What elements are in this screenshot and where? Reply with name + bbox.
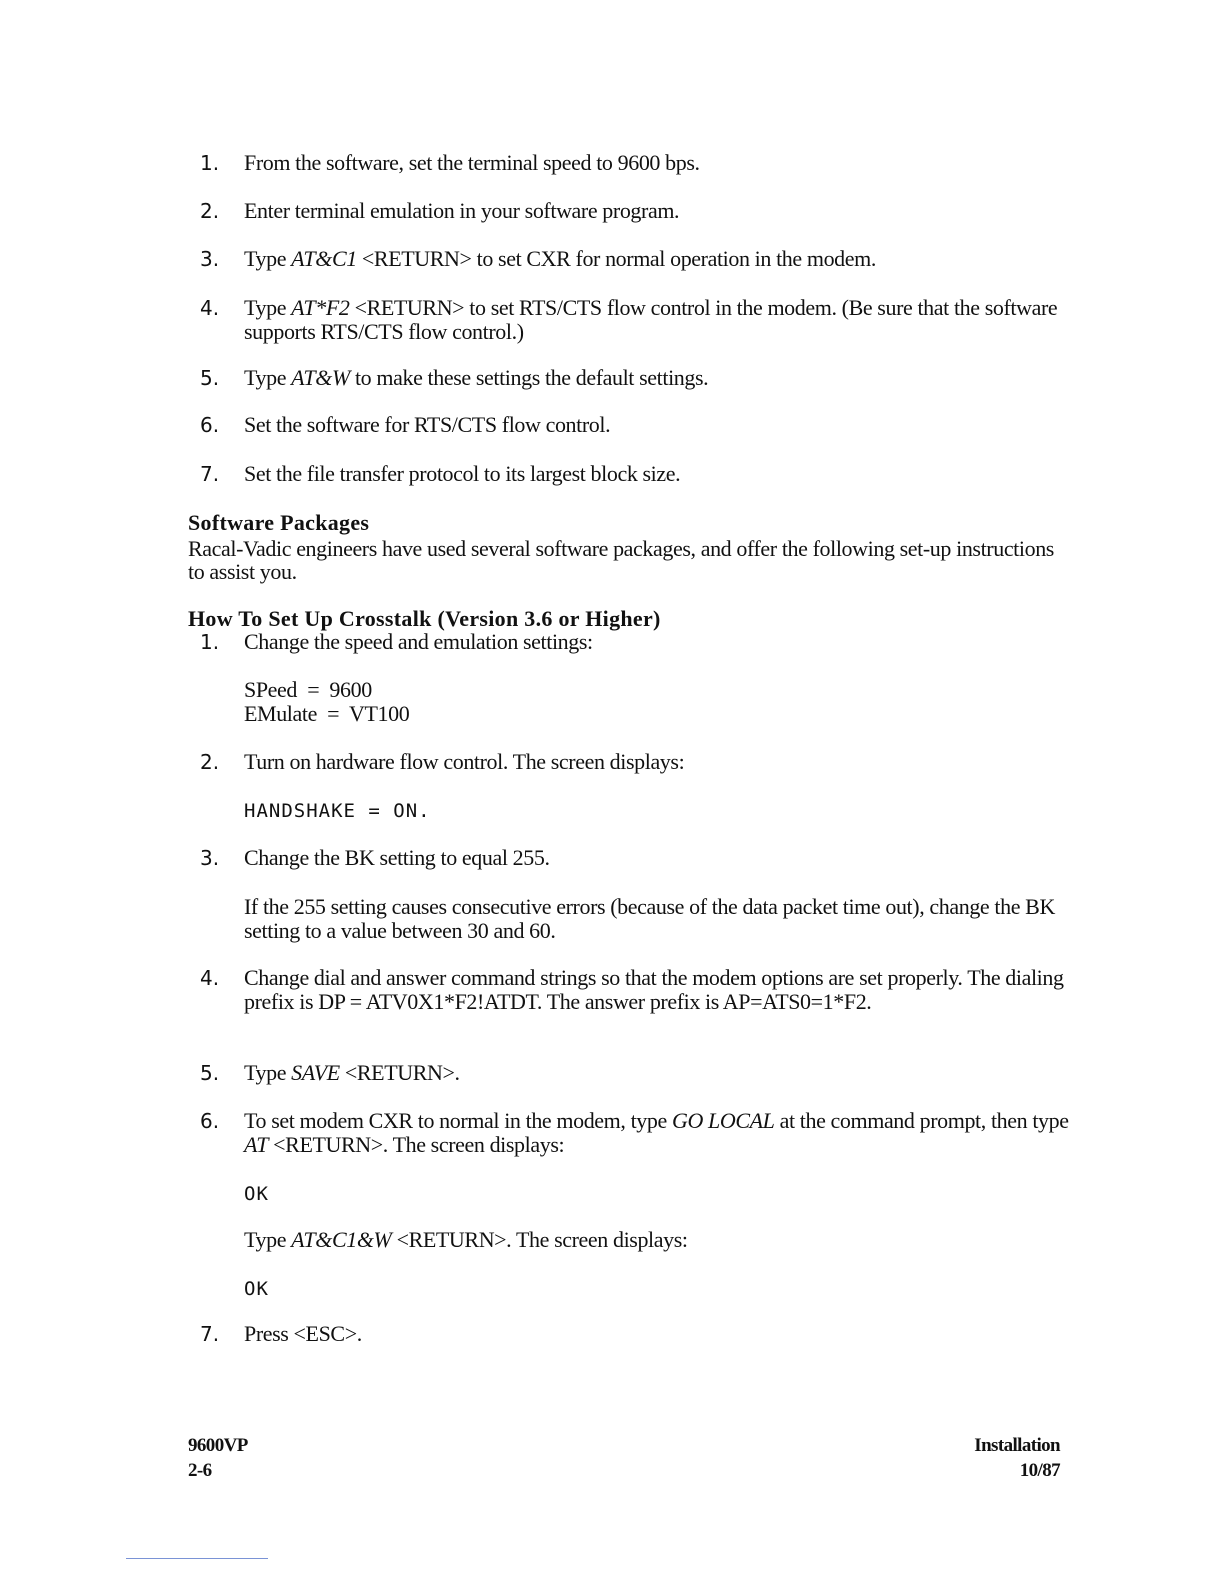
section-heading-software-packages: Software Packages xyxy=(188,510,370,535)
list-item xyxy=(200,1109,1080,1157)
command-text: AT&W xyxy=(291,365,350,390)
screen-output-ok: OK xyxy=(244,1183,269,1205)
list-text: Turn on hardware flow control. The screen displays: xyxy=(244,749,685,774)
list-text: Enter terminal emulation in your software program. xyxy=(244,198,680,223)
list-item xyxy=(200,151,1080,175)
list-number: 3. xyxy=(200,846,220,870)
footer-page-number: 2-6 xyxy=(188,1460,212,1481)
list-item xyxy=(200,750,1080,774)
list-number: 4. xyxy=(200,296,220,320)
list-number: 3. xyxy=(200,247,220,271)
list-item xyxy=(200,296,1080,344)
list-text: To set modem CXR to normal in the modem, type GO LOCAL at the command prompt, then type AT <RETURN>. The screen displays: xyxy=(244,1108,1069,1157)
list-number: 2. xyxy=(200,750,220,774)
list-number: 1. xyxy=(200,630,220,654)
list-number: 5. xyxy=(200,366,220,390)
instruction-line: Type AT&C1&W <RETURN>. The screen displays: xyxy=(244,1227,688,1252)
list-text: Change the speed and emulation settings: xyxy=(244,629,593,654)
list-item xyxy=(200,247,1080,271)
bottom-divider xyxy=(126,1558,268,1559)
list-item xyxy=(200,846,1080,870)
list-item xyxy=(200,366,1080,390)
list-number: 7. xyxy=(200,462,220,486)
section-paragraph: Racal-Vadic engineers have used several software packages, and offer the following set-up instructions to assist you. xyxy=(188,536,1054,584)
screen-output-handshake: HANDSHAKE = ON. xyxy=(244,800,431,822)
list-text: Set the file transfer protocol to its largest block size. xyxy=(244,461,681,486)
setting-speed: SPeed = 9600 xyxy=(244,677,372,702)
footer-date: 10/87 xyxy=(1019,1460,1060,1481)
command-text: GO LOCAL xyxy=(671,1108,775,1133)
command-text: AT xyxy=(244,1132,269,1157)
list-item xyxy=(200,1322,1080,1346)
list-item xyxy=(200,199,1080,223)
list-text: Type SAVE <RETURN>. xyxy=(244,1060,460,1085)
list-number: 6. xyxy=(200,1109,220,1133)
footer-product: 9600VP xyxy=(188,1435,248,1456)
list-item xyxy=(200,462,1080,486)
list-item xyxy=(200,1061,1080,1085)
section-heading-crosstalk: How To Set Up Crosstalk (Version 3.6 or Higher) xyxy=(188,606,661,631)
command-text: AT&C1 xyxy=(291,246,357,271)
list-text: Set the software for RTS/CTS flow control. xyxy=(244,412,611,437)
command-text: AT&C1&W xyxy=(291,1227,392,1252)
setting-emulate: EMulate = VT100 xyxy=(244,701,410,726)
list-number: 6. xyxy=(200,413,220,437)
list-text: Type AT&C1 <RETURN> to set CXR for normal operation in the modem. xyxy=(244,246,876,271)
command-text: AT*F2 xyxy=(291,295,350,320)
list-number: 4. xyxy=(200,966,220,990)
list-item xyxy=(200,413,1080,437)
list-text: Change the BK setting to equal 255. xyxy=(244,845,550,870)
list-number: 1. xyxy=(200,151,220,175)
list-text: Change dial and answer command strings so that the modem options are set properly. The dialing prefix is DP = ATV0X1*F2!ATDT. The answer prefix is AP=ATS0=1*F2. xyxy=(244,965,1064,1014)
list-text: Type AT&W to make these settings the default settings. xyxy=(244,365,709,390)
command-text: SAVE xyxy=(291,1060,340,1085)
list-number: 5. xyxy=(200,1061,220,1085)
screen-output-ok: OK xyxy=(244,1278,269,1300)
list-number: 2. xyxy=(200,199,220,223)
step-note: If the 255 setting causes consecutive errors (because of the data packet time out), change the BK setting to a value between 30 and 60. xyxy=(244,894,1055,943)
list-text: From the software, set the terminal speed to 9600 bps. xyxy=(244,150,700,175)
list-item xyxy=(200,630,1080,654)
list-text: Type AT*F2 <RETURN> to set RTS/CTS flow control in the modem. (Be sure that the software supports RTS/CTS flow control.) xyxy=(244,295,1058,344)
list-text: Press <ESC>. xyxy=(244,1321,362,1346)
list-number: 7. xyxy=(200,1322,220,1346)
list-item xyxy=(200,966,1080,1014)
footer-section: Installation xyxy=(974,1435,1060,1456)
